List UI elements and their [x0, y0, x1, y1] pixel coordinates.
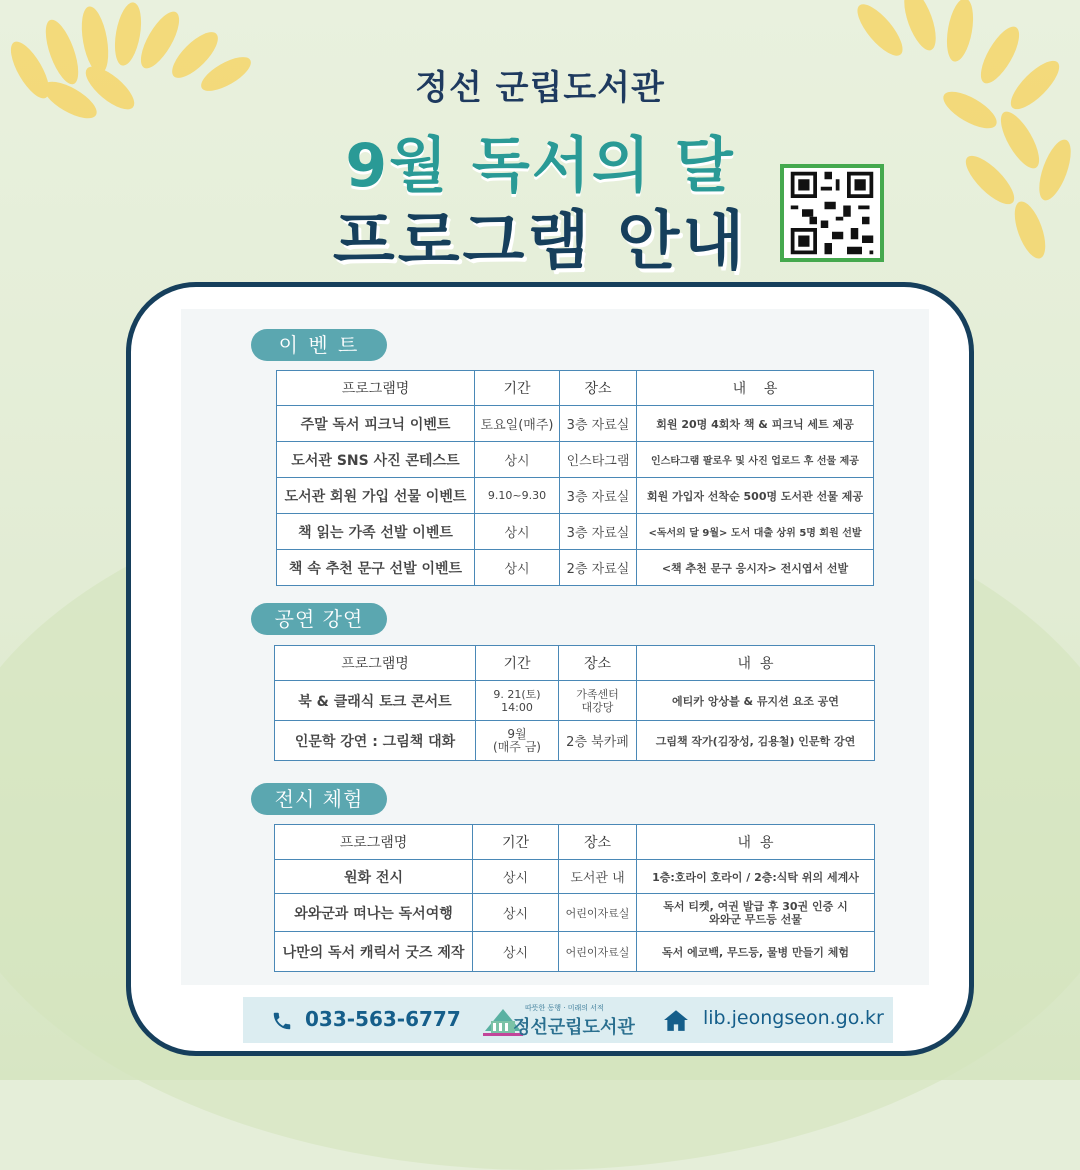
page-subtitle: 프로그램 안내 — [332, 205, 748, 279]
program-content: <책 추천 문구 응시자> 전시엽서 선발 — [637, 550, 874, 586]
program-place: 3층 자료실 — [560, 478, 637, 514]
table-row — [275, 681, 875, 721]
table-row — [277, 406, 874, 442]
program-panel — [181, 309, 929, 985]
program-period: 상시 — [475, 514, 560, 550]
program-name: 주말 독서 피크닉 이벤트 — [277, 406, 475, 442]
program-period: 상시 — [473, 894, 559, 932]
table-row — [275, 860, 875, 894]
program-place: 3층 자료실 — [560, 406, 637, 442]
program-period: 상시 — [473, 932, 559, 972]
logo-tagline: 따뜻한 동행 · 미래의 서적 — [525, 1004, 604, 1012]
event-table — [276, 370, 874, 586]
program-name: 원화 전시 — [275, 860, 473, 894]
program-content: 1층:호라이 호라이 / 2층:식탁 위의 세계사 — [637, 860, 875, 894]
col-header-name: 프로그램명 — [275, 646, 476, 681]
program-period: 9. 21(토) 14:00 — [476, 681, 559, 721]
table-header-row — [275, 825, 875, 860]
program-period: 9.10~9.30 — [475, 478, 560, 514]
table-row — [275, 721, 875, 761]
table-row — [277, 550, 874, 586]
logo-name: 정선군립도서관 — [513, 1017, 635, 1038]
program-content: 회원 가입자 선착순 500명 도서관 선물 제공 — [637, 478, 874, 514]
qr-code-pattern — [784, 168, 880, 258]
table-row — [277, 478, 874, 514]
section-label-performance: 공연 강연 — [251, 603, 387, 635]
program-card — [126, 282, 974, 1056]
program-name: 책 속 추천 문구 선발 이벤트 — [277, 550, 475, 586]
col-header-content: 내 용 — [637, 371, 874, 406]
program-place: 도서관 내 — [559, 860, 637, 894]
phone-icon — [271, 1010, 293, 1032]
phone-number[interactable]: 033-563-6777 — [305, 1007, 461, 1031]
program-name: 도서관 SNS 사진 콘테스트 — [277, 442, 475, 478]
program-place: 3층 자료실 — [560, 514, 637, 550]
col-header-place: 장소 — [559, 646, 637, 681]
program-place: 가족센터 대강당 — [559, 681, 637, 721]
program-period: 상시 — [473, 860, 559, 894]
section-label-event: 이 벤 트 — [251, 329, 387, 361]
program-content: 독서 티켓, 여권 발급 후 30권 인증 시 와와군 무드등 선물 — [637, 894, 875, 932]
program-period: 9월 (매주 금) — [476, 721, 559, 761]
program-content: 회원 20명 4회차 책 & 피크닉 세트 제공 — [637, 406, 874, 442]
program-period: 토요일(매주) — [475, 406, 560, 442]
table-row — [275, 932, 875, 972]
program-content: 그림책 작가(김장성, 김용철) 인문학 강연 — [637, 721, 875, 761]
table-row — [277, 514, 874, 550]
col-header-place: 장소 — [560, 371, 637, 406]
col-header-place: 장소 — [559, 825, 637, 860]
performance-table — [274, 645, 875, 761]
program-name: 인문학 강연 : 그림책 대화 — [275, 721, 476, 761]
library-name: 정선 군립도서관 — [415, 68, 665, 108]
program-period: 상시 — [475, 550, 560, 586]
col-header-period: 기간 — [475, 371, 560, 406]
col-header-period: 기간 — [476, 646, 559, 681]
program-content: 인스타그램 팔로우 및 사진 업로드 후 선물 제공 — [637, 442, 874, 478]
col-header-content: 내 용 — [637, 825, 875, 860]
program-content: <독서의 달 9월> 도서 대출 상위 5명 회원 선발 — [637, 514, 874, 550]
col-header-name: 프로그램명 — [277, 371, 475, 406]
program-place: 어린이자료실 — [559, 932, 637, 972]
table-header-row — [275, 646, 875, 681]
program-period: 상시 — [475, 442, 560, 478]
table-row — [275, 894, 875, 932]
program-content: 독서 에코백, 무드등, 물병 만들기 체험 — [637, 932, 875, 972]
table-header-row — [277, 371, 874, 406]
program-content: 에티카 앙상블 & 뮤지션 요조 공연 — [637, 681, 875, 721]
home-icon — [663, 1008, 689, 1032]
col-header-period: 기간 — [473, 825, 559, 860]
qr-code-icon[interactable] — [780, 164, 884, 262]
program-name: 와와군과 떠나는 독서여행 — [275, 894, 473, 932]
exhibition-table — [274, 824, 875, 972]
program-name: 북 & 클래식 토크 콘서트 — [275, 681, 476, 721]
program-name: 나만의 독서 캐릭서 굿즈 제작 — [275, 932, 473, 972]
program-place: 인스타그램 — [560, 442, 637, 478]
contact-footer — [243, 997, 893, 1043]
section-label-exhibition: 전시 체험 — [251, 783, 387, 815]
program-name: 책 읽는 가족 선발 이벤트 — [277, 514, 475, 550]
program-name: 도서관 회원 가입 선물 이벤트 — [277, 478, 475, 514]
website-link[interactable]: lib.jeongseon.go.kr — [703, 1007, 884, 1029]
col-header-name: 프로그램명 — [275, 825, 473, 860]
program-place: 2층 북카페 — [559, 721, 637, 761]
col-header-content: 내 용 — [637, 646, 875, 681]
program-place: 어린이자료실 — [559, 894, 637, 932]
program-place: 2층 자료실 — [560, 550, 637, 586]
table-row — [277, 442, 874, 478]
page-title: 9월 독서의 달 — [345, 131, 735, 201]
